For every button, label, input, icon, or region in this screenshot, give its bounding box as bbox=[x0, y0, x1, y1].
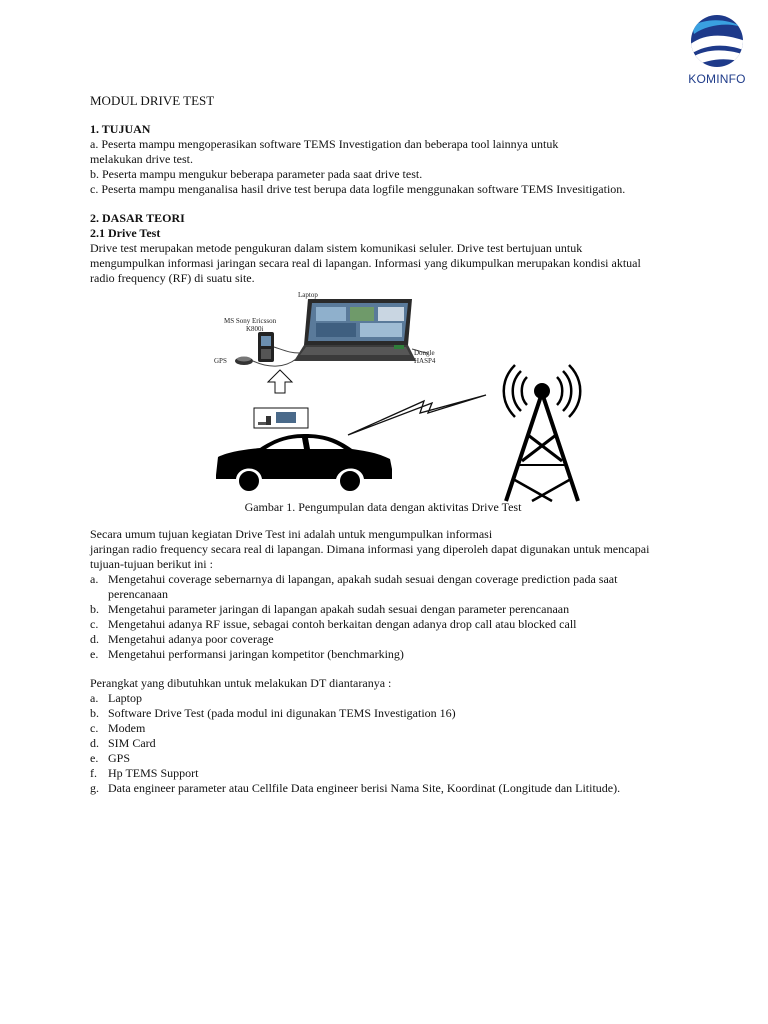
equipment-thumbnail bbox=[254, 408, 308, 428]
paragraph-line: Drive test merupakan metode pengukuran dalam sistem komunikasi seluler. Drive test bertujuan untuk bbox=[90, 241, 583, 255]
list-item bbox=[90, 721, 690, 736]
figure-label-gps: GPS bbox=[214, 357, 227, 365]
list-marker: d. bbox=[90, 736, 99, 750]
document-title: MODUL DRIVE TEST bbox=[90, 93, 215, 108]
list-item bbox=[90, 647, 690, 662]
drive-test-illustration bbox=[90, 289, 690, 517]
paragraph-line: radio frequency (RF) di suatu site. bbox=[90, 271, 255, 285]
list-marker: e. bbox=[90, 751, 99, 765]
paragraph-line: mengumpulkan informasi jaringan secara real di lapangan. Informasi yang dikumpulkan merupakan kondisi aktual bbox=[90, 256, 641, 270]
figure-label-ms-line1: MS Sony Ericsson bbox=[224, 317, 277, 325]
phone-icon bbox=[258, 332, 274, 362]
laptop-icon bbox=[294, 299, 416, 361]
purpose-intro-line: Secara umum tujuan kegiatan Drive Test ini adalah untuk mengumpulkan informasi bbox=[90, 527, 493, 541]
tujuan-line: b. Peserta mampu mengukur beberapa parameter pada saat drive test. bbox=[90, 167, 423, 181]
list-item bbox=[90, 617, 690, 632]
logo-wordmark: KOMINFO bbox=[688, 72, 746, 86]
subsection-heading-drive-test: 2.1 Drive Test bbox=[90, 226, 161, 240]
list-item-text: Software Drive Test (pada modul ini digunakan TEMS Investigation 16) bbox=[108, 706, 456, 720]
figure-label-dongle-line1: Dongle bbox=[414, 349, 435, 357]
section-heading-dasar-teori: 2. DASAR TEORI bbox=[90, 211, 185, 225]
signal-bolt-icon bbox=[348, 395, 486, 435]
section-heading-tujuan: 1. TUJUAN bbox=[90, 122, 151, 136]
tujuan-line: c. Peserta mampu menganalisa hasil drive test berupa data logfile menggunakan software TEMS Invesitigation. bbox=[90, 182, 626, 196]
list-item bbox=[90, 572, 690, 602]
list-item-text: Mengetahui performansi jaringan kompetitor (benchmarking) bbox=[108, 647, 404, 661]
list-item-text: Mengetahui parameter jaringan di lapangan apakah sudah sesuai dengan parameter perencanaan bbox=[108, 602, 570, 616]
list-item-text: Mengetahui coverage sebernarnya di lapangan, apakah sudah sesuai dengan coverage prediction pada saat bbox=[108, 572, 618, 586]
up-arrow-icon bbox=[268, 370, 292, 393]
list-item bbox=[90, 766, 690, 781]
tower-icon bbox=[504, 365, 581, 501]
figure-caption: Gambar 1. Pengumpulan data dengan aktivitas Drive Test bbox=[244, 500, 522, 514]
tujuan-line: a. Peserta mampu mengoperasikan software TEMS Investigation dan beberapa tool lainnya untuk bbox=[90, 137, 559, 151]
list-item bbox=[90, 751, 690, 766]
list-marker: d. bbox=[90, 632, 99, 646]
list-item-text: Mengetahui adanya poor coverage bbox=[108, 632, 274, 646]
dongle-icon bbox=[394, 345, 404, 349]
list-item bbox=[90, 706, 690, 721]
equipment-intro: Perangkat yang dibutuhkan untuk melakukan DT diantaranya : bbox=[90, 676, 392, 690]
list-marker: g. bbox=[90, 781, 99, 795]
list-marker: e. bbox=[90, 647, 99, 661]
kominfo-logo bbox=[678, 12, 756, 92]
figure-label-ms-line2: K800i bbox=[246, 325, 264, 333]
list-item bbox=[90, 632, 690, 647]
purpose-intro-line: jaringan radio frequency secara real di lapangan. Dimana informasi yang diperoleh dapat digunakan untuk mencapai bbox=[90, 542, 650, 556]
figure-label-dongle-line2: HASP4 bbox=[414, 357, 436, 365]
list-marker: b. bbox=[90, 602, 99, 616]
list-item-text: Data engineer parameter atau Cellfile Data engineer berisi Nama Site, Koordinat (Longitude dan Lititude). bbox=[108, 781, 621, 795]
list-item-continuation: perencanaan bbox=[108, 587, 168, 601]
document-body bbox=[90, 93, 690, 796]
equipment-list bbox=[90, 691, 690, 796]
list-item bbox=[90, 781, 690, 796]
list-item bbox=[90, 736, 690, 751]
gps-icon bbox=[235, 357, 253, 366]
list-marker: a. bbox=[90, 572, 99, 586]
list-item bbox=[90, 602, 690, 617]
drive-test-figure bbox=[90, 289, 690, 517]
list-item-text: Hp TEMS Support bbox=[108, 766, 199, 780]
list-marker: c. bbox=[90, 617, 99, 631]
list-item-text: Modem bbox=[108, 721, 146, 735]
purpose-intro-line: tujuan-tujuan berikut ini : bbox=[90, 557, 213, 571]
figure-label-laptop: Laptop bbox=[298, 291, 318, 299]
list-marker: a. bbox=[90, 691, 99, 705]
list-marker: b. bbox=[90, 706, 99, 720]
car-icon bbox=[216, 434, 392, 492]
list-item-text: SIM Card bbox=[108, 736, 156, 750]
purpose-list bbox=[90, 572, 690, 662]
kominfo-logo-icon bbox=[686, 12, 748, 70]
list-marker: c. bbox=[90, 721, 99, 735]
list-item-text: GPS bbox=[108, 751, 131, 765]
list-marker: f. bbox=[90, 766, 97, 780]
list-item bbox=[90, 691, 690, 706]
list-item-text: Mengetahui adanya RF issue, sebagai contoh berkaitan dengan adanya drop call atau blocked call bbox=[108, 617, 577, 631]
list-item-text: Laptop bbox=[108, 691, 142, 705]
tujuan-line: melakukan drive test. bbox=[90, 152, 193, 166]
